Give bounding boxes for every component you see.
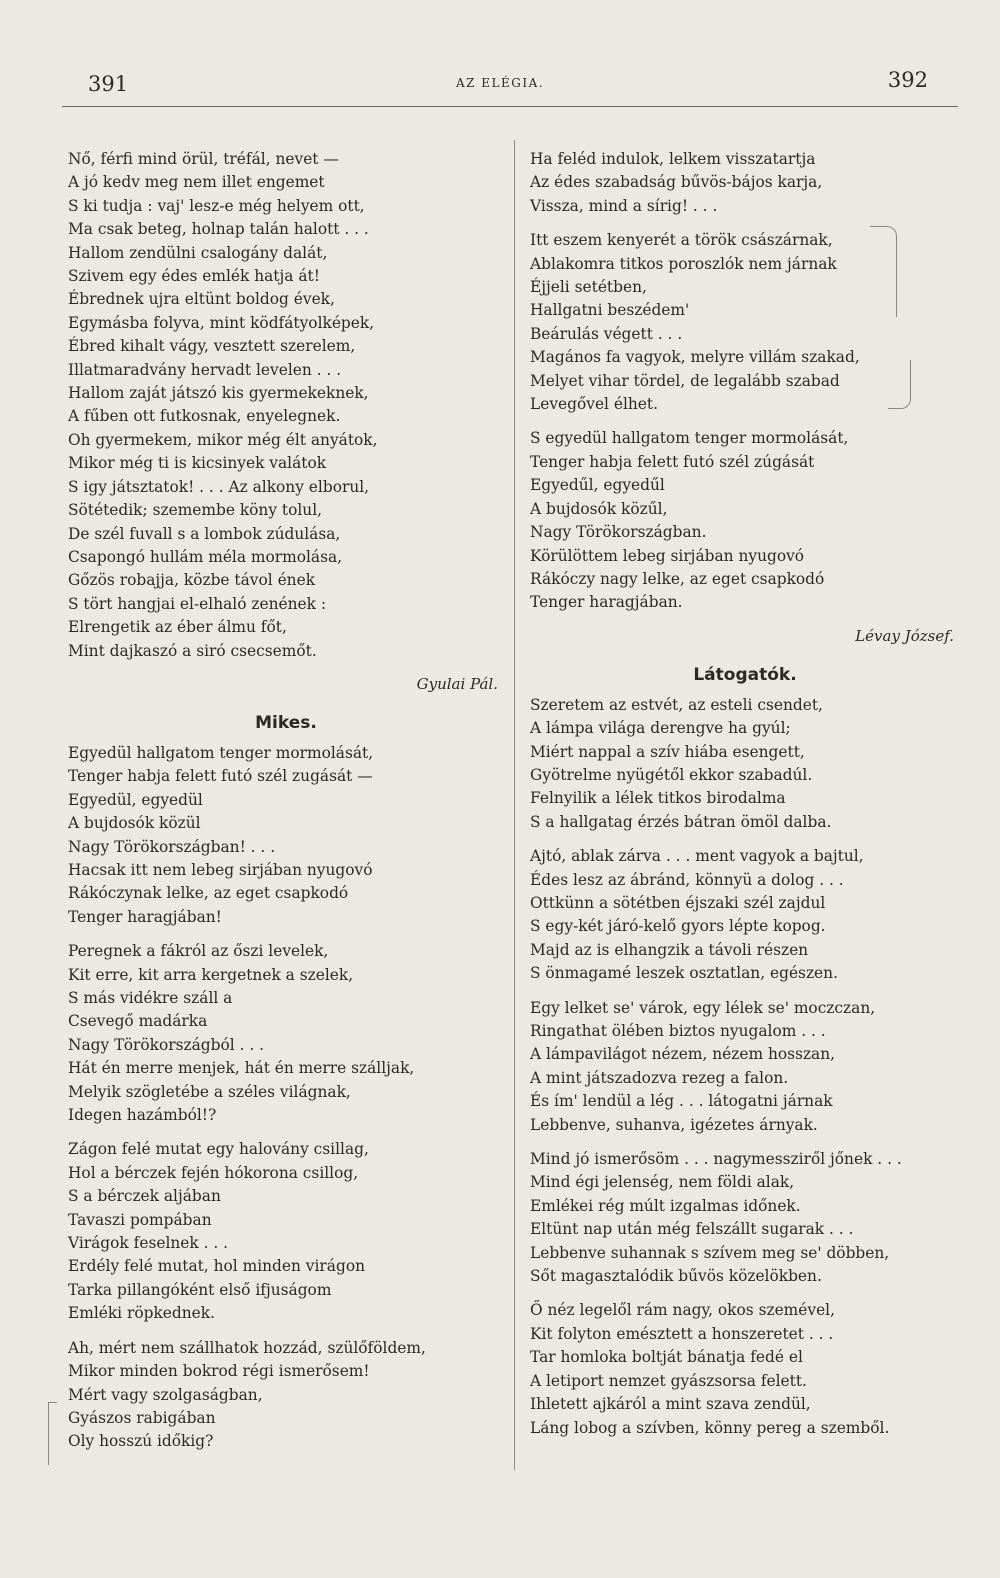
- poem-line: Vissza, mind a sírig! . . .: [530, 196, 718, 215]
- poem-line: S tört hangjai el-elhaló zenének :: [68, 594, 327, 613]
- poem-line: A mint játszadozva rezeg a falon.: [530, 1068, 789, 1087]
- poem-line: Ébrednek ujra eltünt boldog évek,: [68, 290, 335, 309]
- poem-author: Lévay József.: [855, 626, 954, 645]
- poem-line: Beárulás végett . . .: [530, 324, 683, 343]
- right-column: [530, 148, 960, 1440]
- poem-line: Kit folyton emésztett a honszeretet . . .: [530, 1324, 834, 1343]
- poem-line: Lebbenve suhannak s szívem meg se' döbben,: [530, 1243, 890, 1262]
- column-separator: [514, 140, 515, 1470]
- poem-line: Ottkünn a sötétben éjszaki szél zajdul: [530, 893, 826, 912]
- stanza: [530, 1148, 960, 1288]
- poem-line: Sötétedik; szemembe köny tolul,: [68, 501, 323, 520]
- poem-line: Ah, mért nem szállhatok hozzád, szülőföldem,: [68, 1338, 426, 1357]
- poem-line: A lámpavilágot nézem, nézem hosszan,: [530, 1045, 836, 1064]
- poem-line: Egyedül hallgatom tenger mormolását,: [68, 743, 374, 762]
- poem-line: Emlékei rég múlt izgalmas időnek.: [530, 1196, 801, 1215]
- poem-line: Ma csak beteg, holnap talán halott . . .: [68, 220, 369, 239]
- poem-line: Virágok feselnek . . .: [68, 1234, 229, 1253]
- poem-line: Ő néz legelől rám nagy, okos szemével,: [530, 1301, 836, 1320]
- poem-line: Majd az is elhangzik a távoli részen: [530, 940, 809, 959]
- poem-line: Csevegő madárka: [68, 1012, 208, 1031]
- poem-line: Hát én merre menjek, hát én merre szálljak,: [68, 1059, 415, 1078]
- poem-line: De szél fuvall s a lombok zúdulása,: [68, 524, 341, 543]
- pencil-bracket-mark: [870, 226, 897, 317]
- poem-line: Melyet vihar tördel, de legalább szabad: [530, 371, 840, 390]
- poem-line: Gőzös robajja, közbe távol ének: [68, 571, 316, 590]
- poem-line: Kit erre, kit arra kergetnek a szelek,: [68, 965, 354, 984]
- poem-line: Édes lesz az ábránd, könnyü a dolog . . .: [530, 870, 844, 889]
- page-header: [0, 0, 1000, 110]
- poem-line: Itt eszem kenyerét a török császárnak,: [530, 231, 833, 250]
- poem-line: Peregnek a fákról az őszi levelek,: [68, 942, 329, 961]
- poem-line: Tenger habja felett futó szél zugását —: [68, 767, 373, 786]
- poem-line: Ringathat ölében biztos nyugalom . . .: [530, 1022, 826, 1040]
- poem-line: Ajtó, ablak zárva . . . ment vagyok a bajtul,: [530, 847, 864, 866]
- pencil-bracket-mark: [48, 1402, 57, 1465]
- poem-line: Láng lobog a szívben, könny pereg a szemből.: [530, 1418, 890, 1437]
- running-title: AZ ELÉGIA.: [455, 76, 545, 90]
- stanza: [530, 997, 960, 1137]
- poem-line: Rákóczy nagy lelke, az eget csapkodó: [530, 569, 825, 588]
- poem-line: Hallgatni beszédem': [530, 301, 690, 320]
- poem-line: S a hallgatag érzés bátran ömöl dalba.: [530, 812, 832, 831]
- poem-line: Oly hosszú időkig?: [68, 1432, 214, 1451]
- poem-line: Gyászos rabigában: [68, 1408, 216, 1427]
- stanza: [68, 742, 504, 929]
- poem-line: S a bérczek aljában: [68, 1187, 221, 1206]
- poem-line: S egy-két járó-kelő gyors lépte kopog.: [530, 917, 826, 936]
- poem-line: A lámpa világa derengve ha gyúl;: [530, 719, 791, 738]
- poem-line: Szivem egy édes emlék hatja át!: [68, 267, 320, 286]
- poem-line: Nő, férfi mind örül, tréfál, nevet —: [68, 150, 339, 168]
- poem-line: Egy lelket se' várok, egy lélek se' moczczan,: [530, 998, 876, 1017]
- page-number-right: 392: [887, 68, 928, 92]
- poem-line: A bujdosók közűl,: [530, 499, 668, 518]
- stanza: [530, 694, 960, 834]
- poem-line: Tenger haragjában!: [68, 907, 222, 926]
- poem-line: Tarka pillangóként első ifjuságom: [68, 1280, 332, 1299]
- poem-line: Nagy Törökországból . . .: [68, 1035, 265, 1054]
- poem-line: Egyedűl, egyedűl: [530, 476, 665, 495]
- poem-line: Mint dajkaszó a siró csecsemőt.: [68, 641, 317, 660]
- poem-line: A jó kedv meg nem illet engemet: [68, 173, 325, 192]
- poem-line: A fűben ott futkosnak, enyelegnek.: [68, 407, 341, 426]
- poem-line: Ablakomra titkos poroszlók nem járnak: [530, 254, 837, 273]
- poem-line: Melyik szögletébe a széles világnak,: [68, 1082, 351, 1101]
- poem-line: Tar homloka boltját bánatja fedé el: [530, 1348, 803, 1367]
- poem-line: Lebbenve, suhanva, igézetes árnyak.: [530, 1115, 818, 1134]
- poem-line: Zágon felé mutat egy halovány csillag,: [68, 1140, 369, 1159]
- poem-line: Nagy Törökországban! . . .: [68, 837, 276, 856]
- poem-line: Idegen hazámból!?: [68, 1106, 217, 1125]
- poem-line: Éjjeli setétben,: [530, 278, 647, 297]
- poem-latogatok: [530, 662, 960, 1440]
- poem-line: Ha feléd indulok, lelkem visszatartja: [530, 150, 816, 168]
- poem-line: Egyedül, egyedül: [68, 790, 203, 809]
- poem-line: És ím' lendül a lég . . . látogatni járnak: [530, 1092, 833, 1111]
- poem-line: Körülöttem lebeg sirjában nyugovó: [530, 546, 805, 565]
- poem-line: Eltünt nap után még felszállt sugarak . . .: [530, 1220, 854, 1239]
- poem-line: Rákóczynak lelke, az eget csapkodó: [68, 884, 349, 903]
- poem-line: Mind égi jelenség, nem földi alak,: [530, 1173, 795, 1192]
- poem-line: S ki tudja : vaj' lesz-e még helyem ott,: [68, 196, 365, 215]
- poem-line: S igy játsztatok! . . . Az alkony elborul,: [68, 477, 370, 496]
- poem-line: Emléki röpkednek.: [68, 1304, 216, 1323]
- stanza: [68, 148, 504, 663]
- poem-line: Hallom zendülni csalogány dalát,: [68, 243, 328, 262]
- stanza: [68, 940, 504, 1127]
- poem-line: S egyedül hallgatom tenger mormolását,: [530, 429, 849, 448]
- stanza: [530, 1299, 960, 1439]
- poem-line: Mikor még ti is kicsinyek valátok: [68, 454, 327, 473]
- stanza: [530, 148, 960, 218]
- poem-line: Miért nappal a szív hiába esengett,: [530, 742, 805, 761]
- poem-line: Hacsak itt nem lebeg sirjában nyugovó: [68, 860, 373, 879]
- poem-line: Hol a bérczek fején hókorona csillog,: [68, 1163, 359, 1182]
- poem-line: Hallom zaját játszó kis gyermekeknek,: [68, 384, 369, 403]
- stanza: [68, 1337, 504, 1454]
- poem-line: Felnyilik a lélek titkos birodalma: [530, 789, 786, 808]
- poem-line: Gyötrelme nyügétől ekkor szabadúl.: [530, 765, 813, 784]
- poem-title: Látogatók.: [693, 664, 797, 685]
- poem-title: Mikes.: [255, 712, 317, 733]
- poem-line: Oh gyermekem, mikor még élt anyátok,: [68, 430, 378, 449]
- poem-line: Elrengetik az éber álmu főt,: [68, 618, 287, 637]
- poem-line: Egymásba folyva, mint ködfátyolképek,: [68, 313, 375, 332]
- poem-line: Illatmaradvány hervadt levelen . . .: [68, 360, 342, 379]
- poem-line: Mért vagy szolgaságban,: [68, 1385, 263, 1404]
- poem-line: S önmagamé leszek osztatlan, egészen.: [530, 964, 838, 983]
- poem-gyulai: [68, 148, 504, 696]
- poem-line: A letiport nemzet gyászsorsa felett.: [530, 1371, 807, 1390]
- left-column: [68, 148, 504, 1454]
- poem-line: Tenger habja felett futó szél zúgását: [530, 452, 815, 471]
- poem-line: Csapongó hullám méla mormolása,: [68, 547, 343, 566]
- stanza: [68, 1138, 504, 1325]
- poem-line: Magános fa vagyok, melyre villám szakad,: [530, 348, 860, 367]
- poem-line: Az édes szabadság bűvös-bájos karja,: [530, 173, 823, 192]
- poem-line: S más vidékre száll a: [68, 989, 233, 1007]
- poem-author: Gyulai Pál.: [416, 674, 498, 693]
- poem-line: Erdély felé mutat, hol minden virágon: [68, 1257, 365, 1276]
- page-number-left: 391: [88, 72, 129, 96]
- poem-mikes: [68, 710, 504, 1454]
- header-rule: [62, 106, 958, 107]
- poem-line: Mikor minden bokrod régi ismerősem!: [68, 1362, 370, 1381]
- stanza: [530, 845, 960, 985]
- poem-line: A bujdosók közül: [68, 814, 201, 833]
- poem-line: Nagy Törökországban.: [530, 523, 707, 542]
- pencil-bracket-mark: [888, 360, 911, 409]
- poem-line: Mind jó ismerősöm . . . nagymessziről jőnek . . .: [530, 1150, 902, 1169]
- poem-line: Ébred kihalt vágy, vesztett szerelem,: [68, 337, 356, 356]
- poem-line: Sőt magasztalódik bűvös közelökben.: [530, 1267, 822, 1286]
- poem-line: Tenger haragjában.: [530, 593, 683, 612]
- poem-line: Ihletett ajkáról a mint szava zendül,: [530, 1395, 811, 1414]
- poem-line: Levegővel élhet.: [530, 395, 658, 414]
- stanza: [530, 427, 960, 614]
- poem-line: Szeretem az estvét, az esteli csendet,: [530, 695, 823, 714]
- poem-line: Tavaszi pompában: [68, 1210, 212, 1229]
